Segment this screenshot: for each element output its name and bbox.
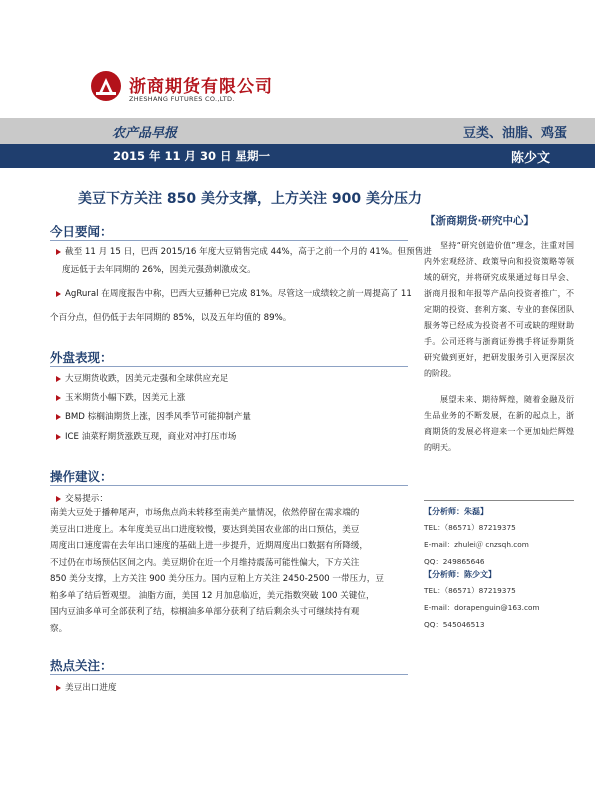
report-author: 陈少文 [510,151,550,166]
list-item: 玉米期货小幅下跌，因美元上涨 [56,391,185,405]
analyst-name: 【分析师：朱磊】 [424,507,488,516]
report-band-bottom [0,144,595,168]
analyst-tel: TEL：（86571）87219375 [424,586,516,595]
bullet-icon [56,249,61,255]
analyst-card [424,567,574,630]
news-text: 个百分点，但仍低于去年同期的 85%，以及五年均值的 89%。 [50,313,292,323]
bullet-icon [56,434,61,440]
section-divider [50,485,408,486]
news-item [56,243,432,279]
report-category: 豆类、油脂、鸡蛋 [462,126,567,141]
sidebar-title: 【浙商期货·研究中心】 [425,215,534,227]
company-logo-icon [90,70,122,102]
bullet-icon [56,376,61,382]
section-divider [50,240,408,241]
section-heading-operation: 操作建议： [50,469,113,484]
news-text: 度远低于去年同期的 26%，因美元强劲刺激成交。 [62,265,256,275]
analyst-qq: QQ：545046513 [424,620,485,629]
analyst-email[interactable]: E-mail：zhulei＠ cnzsqh.com [424,540,529,549]
section-heading-news: 今日要闻： [50,224,113,239]
news-text: 截至 11 月 15 日，巴西 2015/16 年度大豆销售完成 44%，高于之前一个月的 41%。但预售进 [65,247,432,257]
bullet-icon [56,496,61,502]
sidebar-outlook: 展望未来、期待辉煌，随着金融及衍生品业务的不断发展，在新的起点上，浙商期货的发展必将迎来一个更加灿烂辉煌的明天。 [424,395,574,452]
company-name-en: ZHESHANG FUTURES CO.,LTD. [129,95,235,103]
section-heading-external: 外盘表现： [50,350,113,365]
list-item: 大豆期货收跌，因美元走强和全球供应充足 [56,372,228,386]
list-item: 美豆出口进度 [56,681,117,695]
company-name-cn: 浙商期货有限公司 [129,77,273,97]
section-divider [50,674,408,675]
analyst-email[interactable]: E-mail：dorapenguin@163.com [424,603,540,612]
news-text: AgRural 在周度报告中称，巴西大豆播种已完成 81%。尽管这一成绩较之前一周提高了 11 [65,289,412,299]
sidebar-intro: 坚持“研究创造价值”理念，注重对国内外宏观经济、政策导向和投资策略等领域的研究，并将研究成果通过每日早会、浙商月报和年报等产品向投资者推广，不定期的投资、套利方案、专业的套保团队服务等已经成为投资者不可或缺的理财助手。公司还将与浙商证券携手将证券期货研究做到更好，把研发服务引入更深层次的阶段。 [424,241,574,378]
news-item [56,285,416,303]
operation-paragraph: 南美大豆处于播种尾声，市场焦点尚未转移至南美产量情况，依然停留在需求端的 美豆出口进度上。本年度美豆出口进度较慢，要达到美国农业部的出口预估，美豆 周度出口速度需在去年出口速度的基础上进一步提升，近期周度出口数据有所降缓， 不过仍在市场预估区间之内。美豆期价在近一个月维持震荡可能性偏大，下方关注 850 美分支撑，上方关注 900 美分压力。国内豆粕上方关注 2450-2500 一带压力，豆 粕多单了结后暂观望。 油脂方面，美国 12 月加息临近，美元指数突破 100 关键位， 国内豆油多单可全部获利了结，棕榈油多单部分获利了结后剩余头寸可继续持有观 察。 [50,508,384,634]
report-type: 农产品早报 [112,126,178,141]
report-date: 2015 年 11 月 30 日 星期一 [113,149,271,163]
list-item: ICE 油菜籽期货涨跌互现，商业对冲打压市场 [56,430,236,444]
bullet-icon [56,414,61,420]
section-heading-hot: 热点关注： [50,658,113,673]
trade-tip-label: 交易提示： [56,492,108,506]
section-divider [50,366,408,367]
bullet-icon [56,395,61,401]
analyst-card [424,500,574,567]
bullet-icon [56,685,61,691]
bullet-icon [56,291,61,297]
list-item: BMD 棕榈油期货上涨，因季风季节可能抑制产量 [56,410,251,424]
page-title: 美豆下方关注 850 美分支撑，上方关注 900 美分压力 [78,191,422,207]
analyst-name: 【分析师：陈少文】 [424,570,496,579]
analyst-tel: TEL：（86571）87219375 [424,523,516,532]
analyst-qq: QQ：249865646 [424,557,485,566]
